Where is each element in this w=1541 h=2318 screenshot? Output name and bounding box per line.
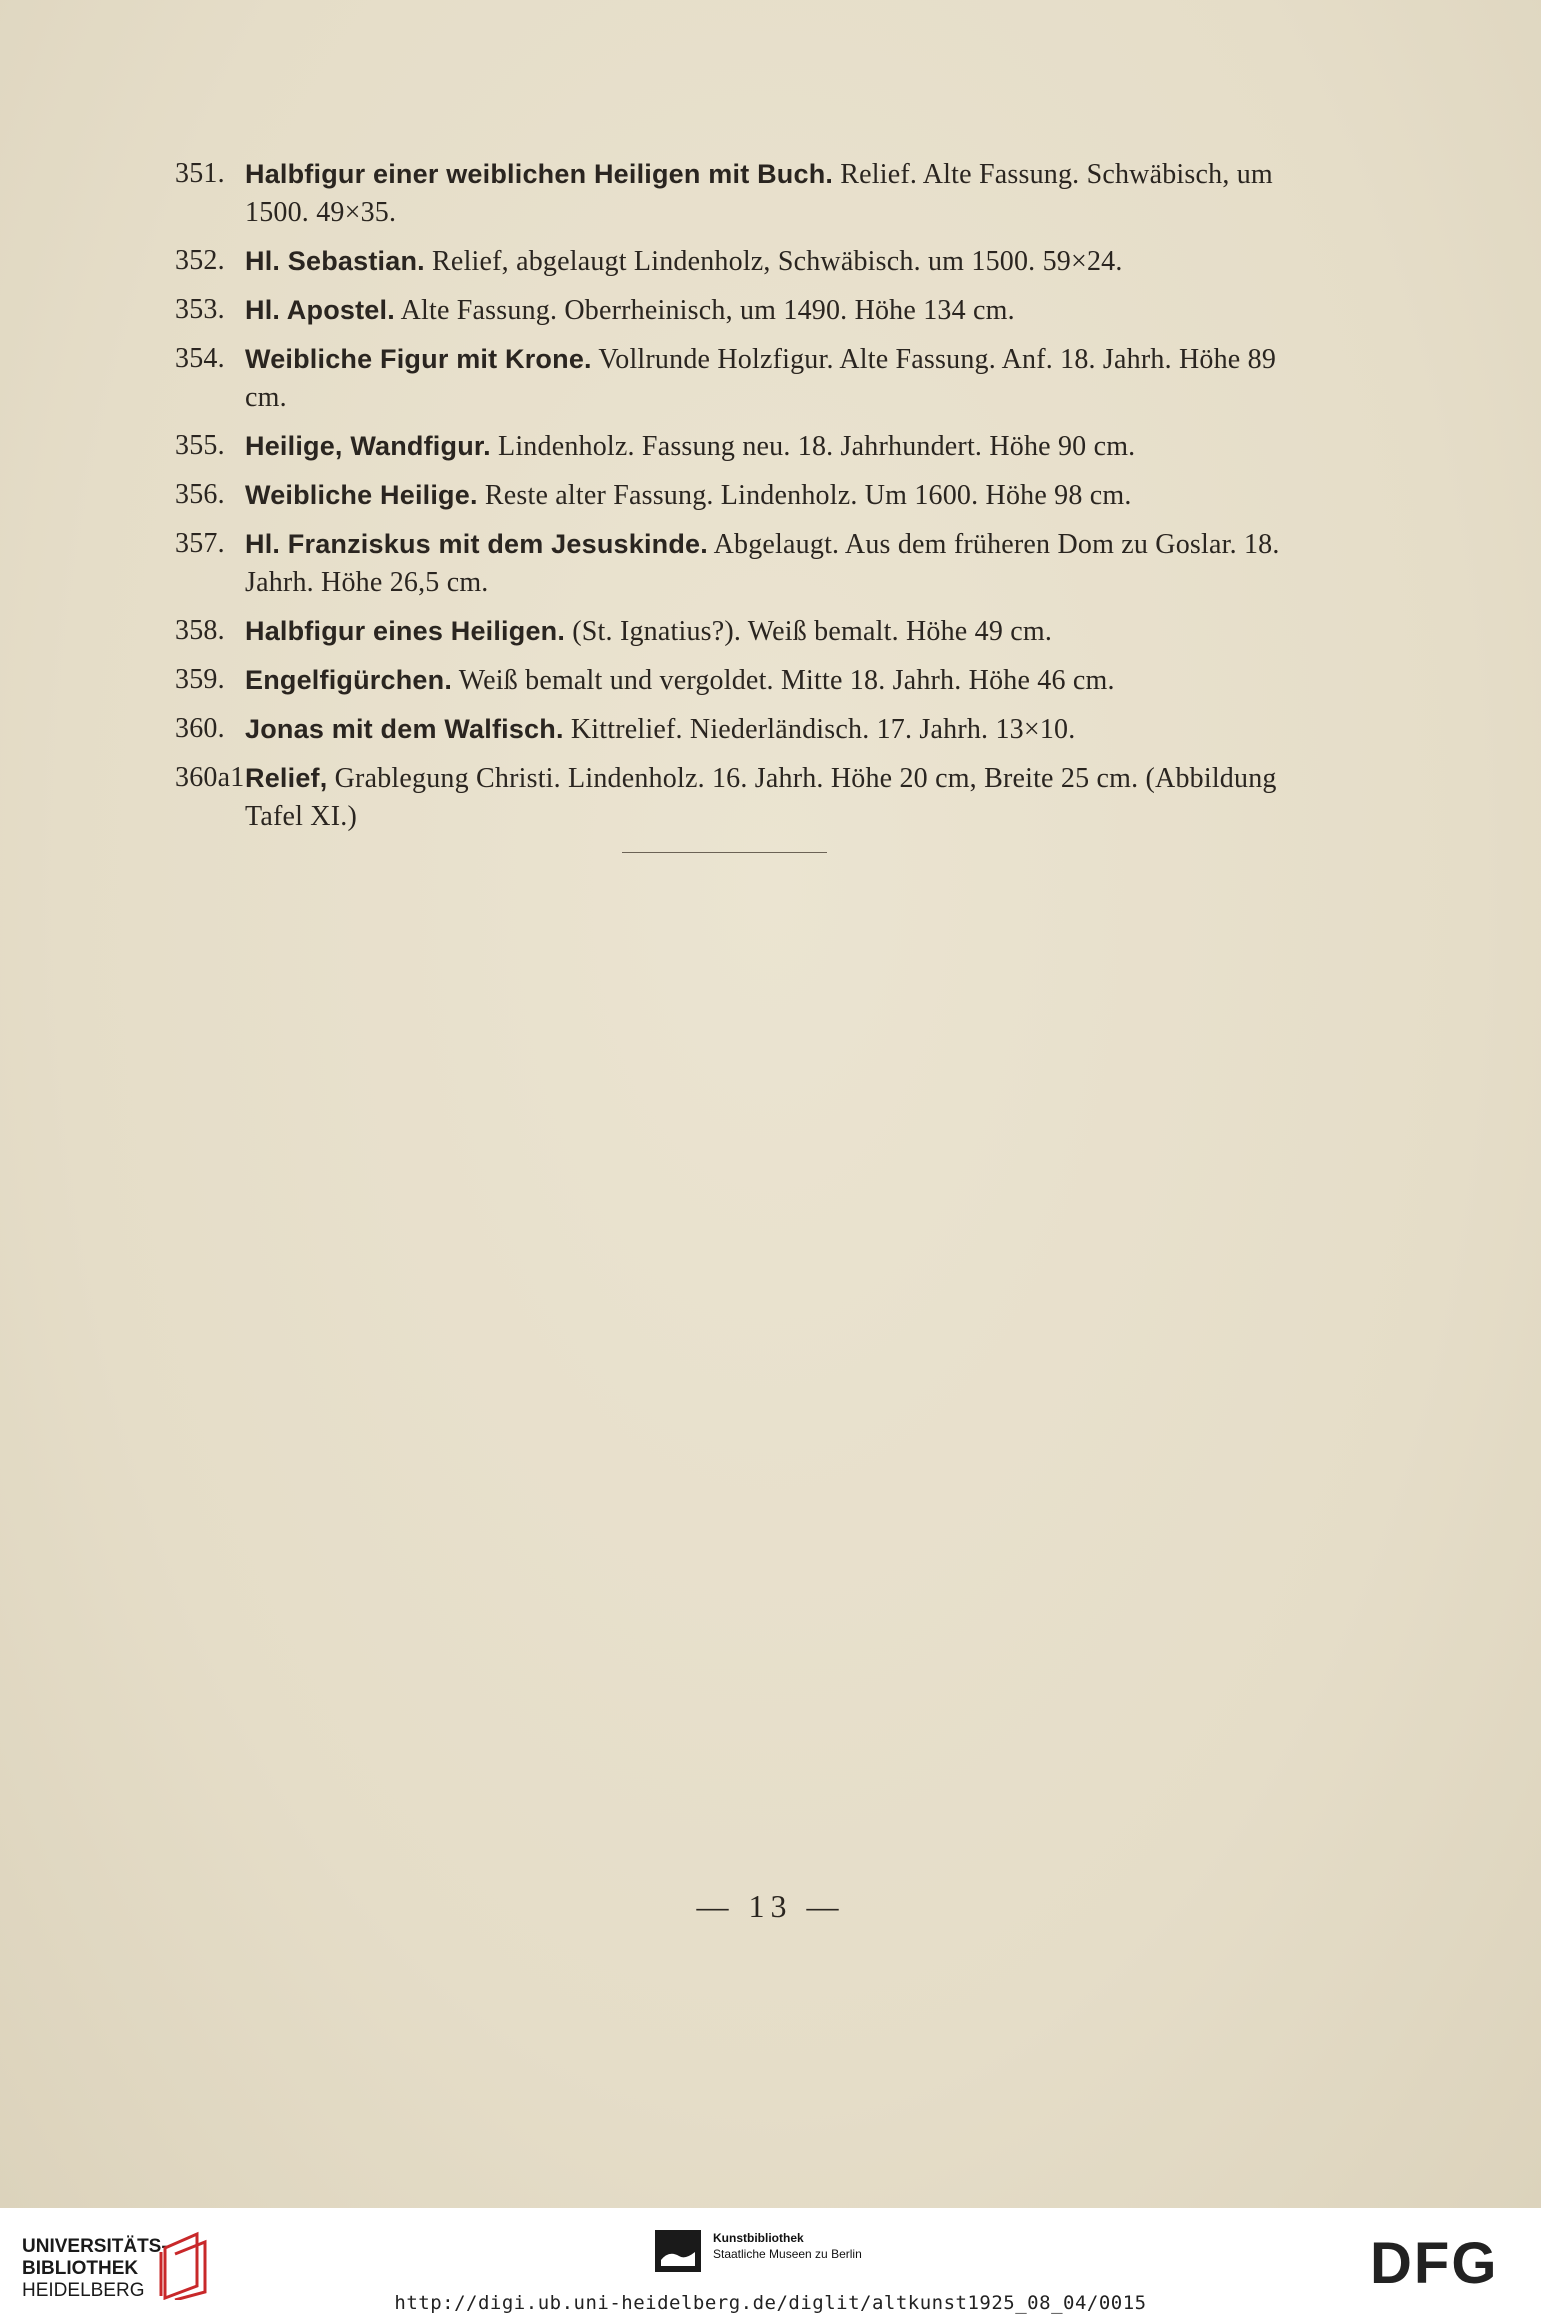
catalog-entry xyxy=(175,612,1280,651)
entry-title: Halbfigur eines Heiligen. xyxy=(245,616,566,646)
entry-description: Relief, abgelaugt Lindenholz, Schwäbisch. um 1500. 59×24. xyxy=(424,246,1123,277)
catalog-entry xyxy=(175,525,1280,602)
kunstbibliothek-text xyxy=(713,2230,862,2262)
entry-description: Relief. Alte Fassung. Schwäbisch, um 1500. 49×35. xyxy=(245,159,1273,228)
entry-number: 359. xyxy=(175,664,225,695)
entry-title: Halbfigur einer weiblichen Heiligen mit Buch. xyxy=(245,159,834,189)
entry-number: 360. xyxy=(175,713,225,744)
catalog-entry xyxy=(175,476,1280,515)
entry-title: Hl. Apostel. xyxy=(245,295,395,325)
entry-title: Engelfigürchen. xyxy=(245,665,453,695)
catalog-entry xyxy=(175,340,1280,417)
entry-title: Relief, xyxy=(245,763,328,793)
digitization-footer xyxy=(0,2208,1541,2318)
entry-title: Hl. Franziskus mit dem Jesuskinde. xyxy=(245,529,708,559)
entry-number: 356. xyxy=(175,479,225,510)
entry-title: Heilige, Wandfigur. xyxy=(245,431,491,461)
entry-title: Jonas mit dem Walfisch. xyxy=(245,714,564,744)
kunstbibliothek-icon xyxy=(655,2230,701,2272)
entry-title: Weibliche Figur mit Krone. xyxy=(245,344,592,374)
entry-description: Grablegung Christi. Lindenholz. 16. Jahrh. Höhe 20 cm, Breite 25 cm. (Abbildung Tafel XI.) xyxy=(245,763,1277,832)
entry-number: 357. xyxy=(175,528,225,559)
catalog-entry xyxy=(175,759,1280,836)
entry-description: Vollrunde Holzfigur. Alte Fassung. Anf. 18. Jahrh. Höhe 89 cm. xyxy=(245,344,1277,413)
catalog-entry xyxy=(175,242,1280,281)
entry-description: Abgelaugt. Aus dem früheren Dom zu Goslar. 18. Jahrh. Höhe 26,5 cm. xyxy=(245,529,1280,598)
section-divider xyxy=(622,852,827,853)
ub-heidelberg-logo[interactable] xyxy=(22,2230,222,2300)
kunstbibliothek-subtitle: Staatliche Museen zu Berlin xyxy=(713,2247,862,2261)
entry-description: Alte Fassung. Oberrheinisch, um 1490. Höhe 134 cm. xyxy=(394,295,1015,326)
catalog-entry xyxy=(175,661,1280,700)
catalog-entry xyxy=(175,710,1280,749)
catalog-entry xyxy=(175,155,1280,232)
entry-description: Reste alter Fassung. Lindenholz. Um 1600. Höhe 98 cm. xyxy=(477,480,1132,511)
entry-number: 355. xyxy=(175,430,225,461)
ub-book-icon xyxy=(157,2230,215,2300)
entry-title: Weibliche Heilige. xyxy=(245,480,478,510)
catalog-entry xyxy=(175,427,1280,466)
entry-description: Kittrelief. Niederländisch. 17. Jahrh. 13×10. xyxy=(563,714,1076,745)
entry-number: 353. xyxy=(175,294,225,325)
catalog-entries xyxy=(175,155,1280,846)
catalog-entry xyxy=(175,291,1280,330)
entry-number: 352. xyxy=(175,245,225,276)
entry-number: 354. xyxy=(175,343,225,374)
entry-number: 360a1 xyxy=(175,762,245,793)
entry-description: Lindenholz. Fassung neu. 18. Jahrhundert. Höhe 90 cm. xyxy=(490,431,1136,462)
kunstbibliothek-logo[interactable] xyxy=(655,2226,915,2276)
entry-number: 358. xyxy=(175,615,225,646)
ub-logo-line: UNIVERSITÄTS- xyxy=(22,2236,168,2257)
entry-description: (St. Ignatius?). Weiß bemalt. Höhe 49 cm. xyxy=(565,616,1053,647)
entry-description: Weiß bemalt und vergoldet. Mitte 18. Jahrh. Höhe 46 cm. xyxy=(452,665,1115,696)
entry-number: 351. xyxy=(175,158,225,189)
entry-title: Hl. Sebastian. xyxy=(245,246,425,276)
permalink-url[interactable]: http://digi.ub.uni-heidelberg.de/diglit/altkunst1925_08_04/0015 xyxy=(394,2292,1147,2314)
ub-logo-line: HEIDELBERG xyxy=(22,2280,145,2301)
page-number: — 13 — xyxy=(696,1888,845,1924)
dfg-logo[interactable]: DFG xyxy=(1370,2231,1499,2296)
ub-logo-line: BIBLIOTHEK xyxy=(22,2258,139,2279)
kunstbibliothek-title: Kunstbibliothek xyxy=(713,2231,804,2245)
